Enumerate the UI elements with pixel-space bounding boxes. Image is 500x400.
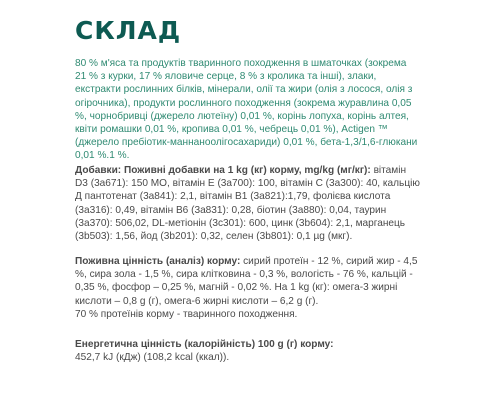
ingredients-text: 80 % м'яса та продуктів тваринного походження в шматочках (зокрема 21 % з курки, 17 % яловиче серце, 8 % з кролика та інші), злаки, екстракти рослинних білків, мінерали, олії та жири (олія з лосося, олія з огірочника), продукти рослинного походження (зокрема журавлина 0,05 %, чорнобривці (джерело лютеїну) 0,01 %, корінь лопуха, корінь алтея, квіти ромашки 0,01 %, кропива 0,01 %, чебрець 0,01 %), Actigen ™ (джерело пребіотик-маннаноолігосахариди) 0,01 %, бета-1,3/1,6-глюкани 0,01 %.1 %.: [75, 58, 418, 162]
energy-section: [75, 338, 420, 364]
additives-label: Добавки: Поживні добавки на 1 kg (кг) корму, mg/kg (мг/кг):: [75, 165, 371, 176]
nutrition-section: [75, 255, 420, 321]
nutrition-note: 70 % протеїнів корму - тваринного походження.: [75, 308, 298, 320]
additives-section: [75, 164, 420, 243]
nutrition-label: Поживна цінність (аналіз) корму:: [75, 256, 241, 267]
additives-text: вітамін D3 (3a671): 150 MO, вітамін E (3a700): 100, вітамін C (3a300): 40, кальцію Д пантотенат (3a841): 2,1, вітамін B1 (3a821):1,79, фолієва кислота (3a316): 0,49, вітамін B6 (3a831): 0,28, біотин (3a880): 0,04, таурин (3a370): 506,02, DL-метіонін (3c301): 600, цинк (3b604): 2,1, марганець (3b503): 1,56, йод (3b201): 0,32, селен (3b801): 0,1 µg (мкг).: [75, 165, 420, 243]
nutrition-text: сирий протеїн - 12 %, сирий жир - 4,5 %, сира зола - 1,5 %, сира клітковина - 0,3 %, вологість - 76 %, кальцій - 0,35 %, фосфор – 0,25 %, магній - 0,02 %. На 1 kg (кг): омега-3 жирні кислоти – 0,8 g (г), омега-6 жирні кислоти – 6,2 g (г).: [75, 256, 418, 307]
energy-label: Енергетична цінність (калорійність) 100 g (г) корму:: [75, 339, 334, 350]
page-title: СКЛАД: [75, 16, 182, 45]
energy-value: 452,7 kJ (кДж) (108,2 kcal (ккал)).: [75, 352, 230, 364]
